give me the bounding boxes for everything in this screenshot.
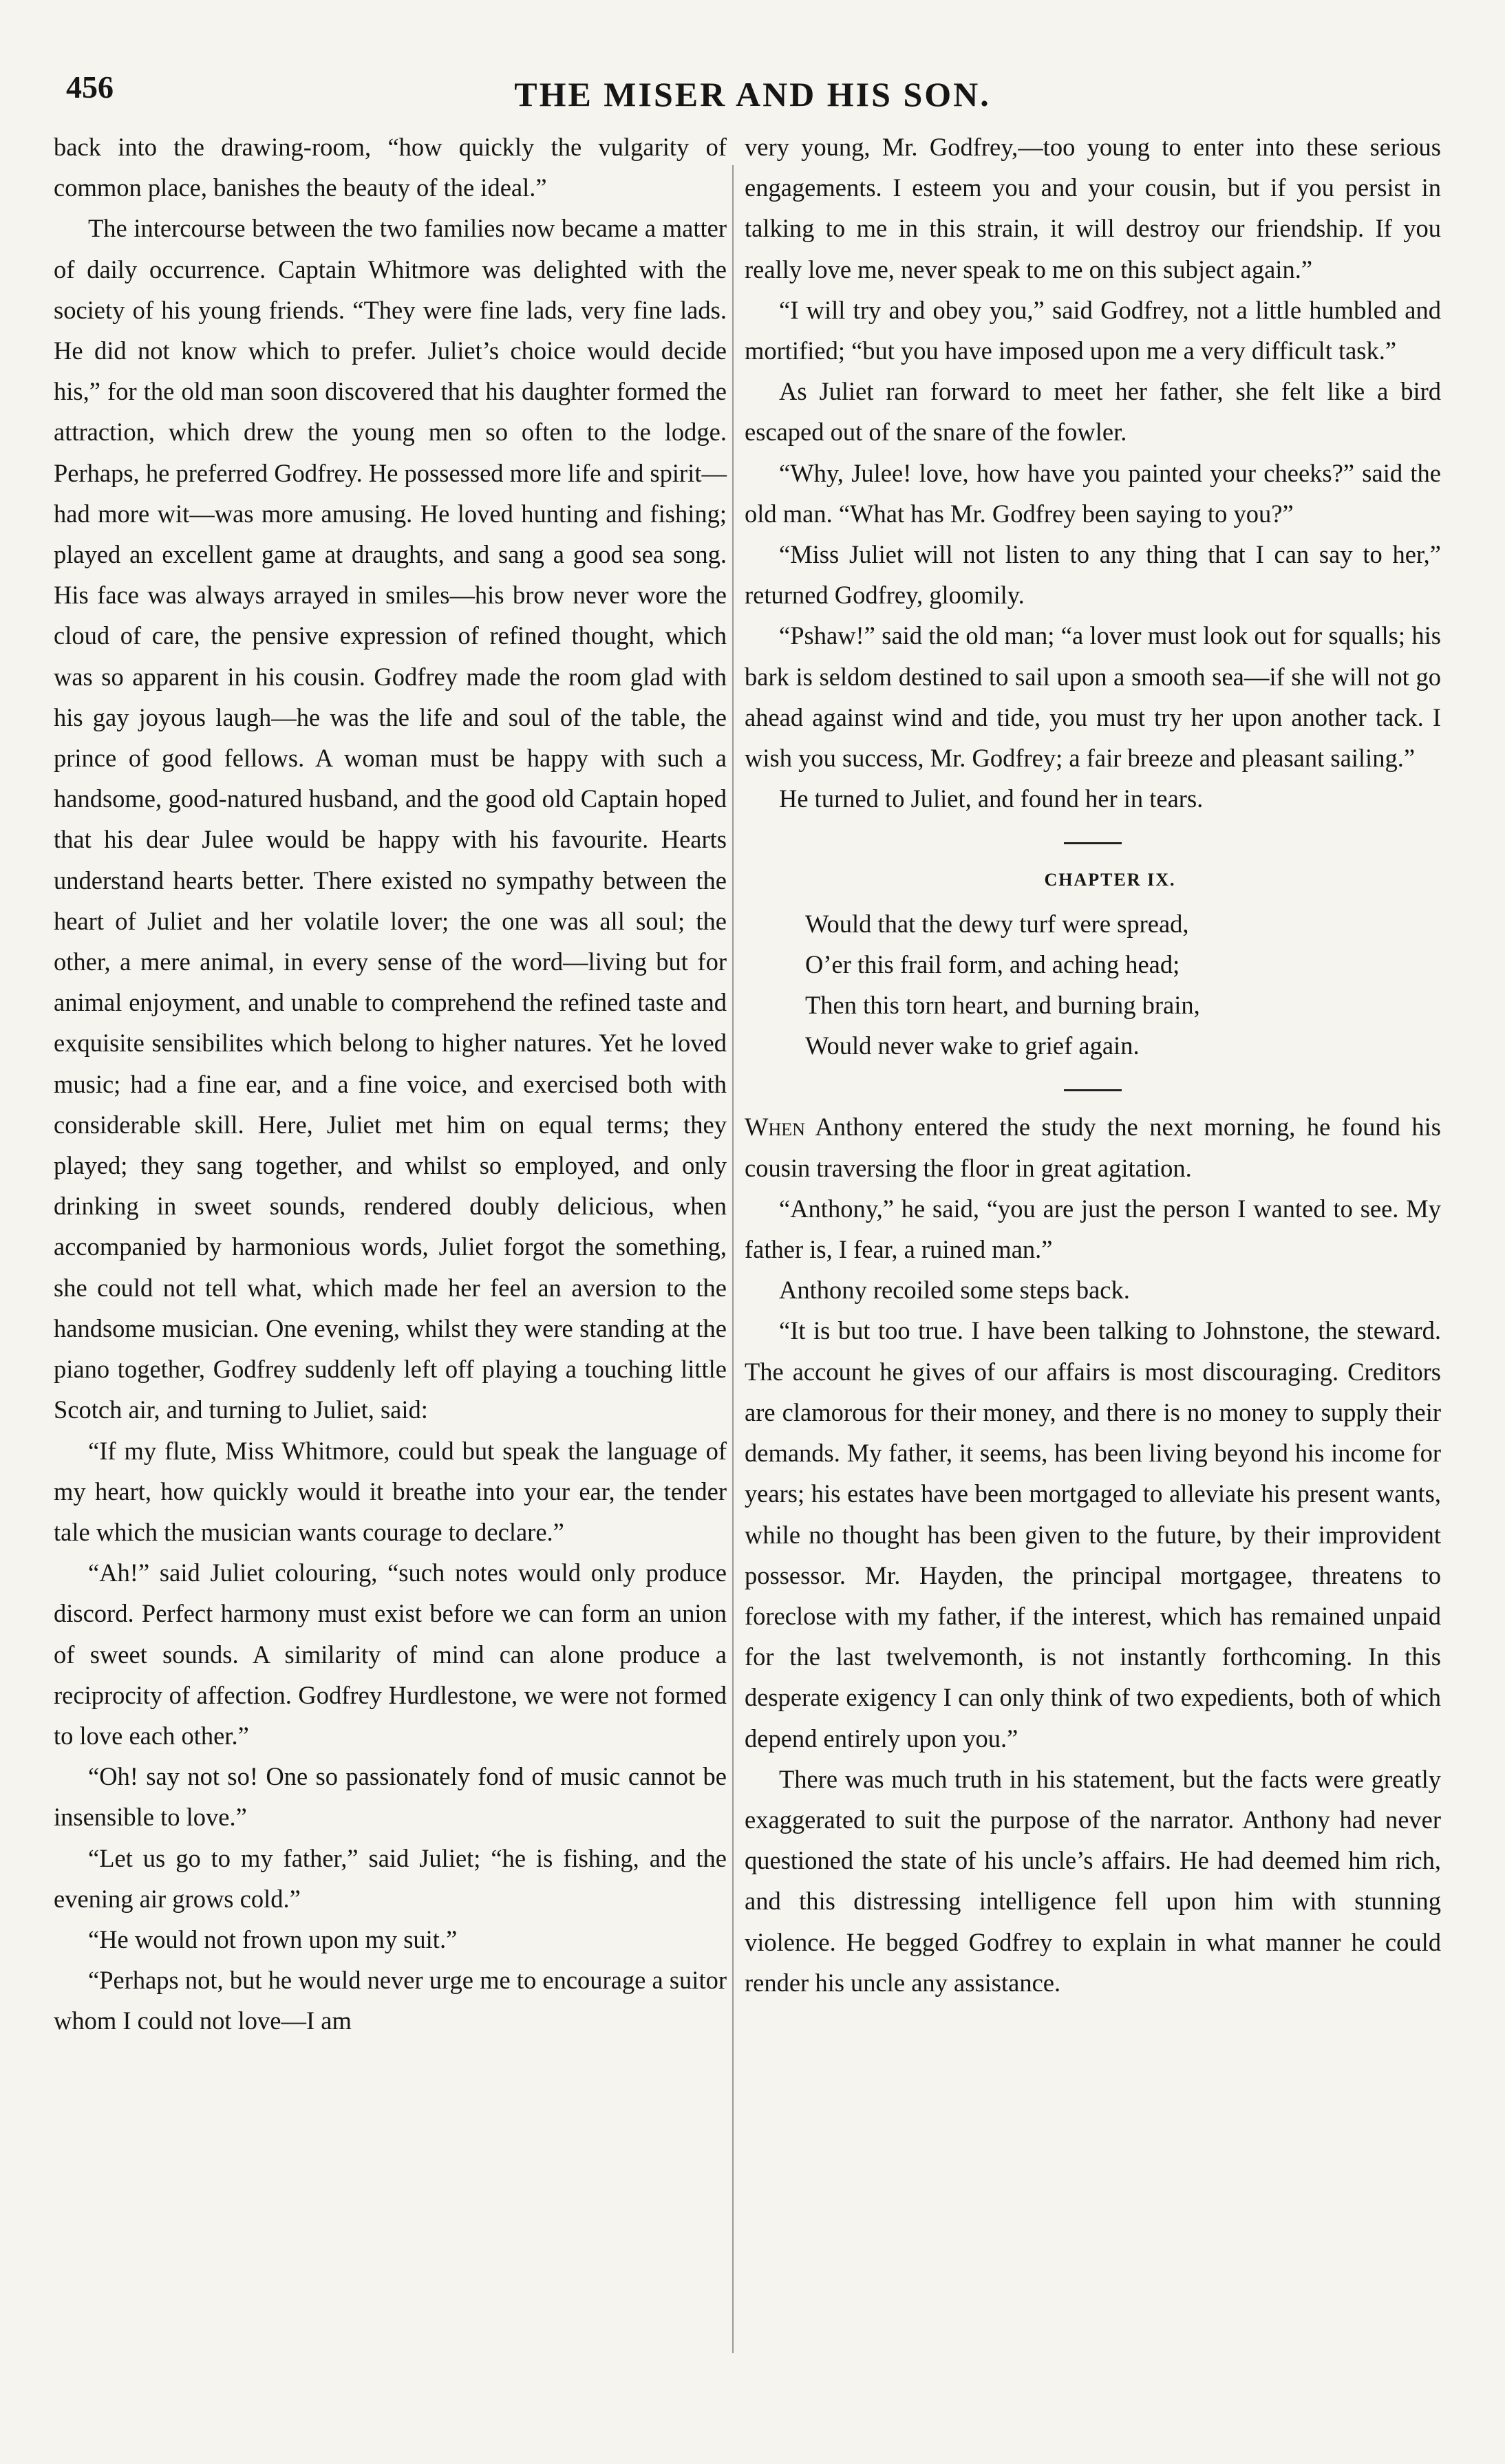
opening-word: When (745, 1113, 805, 1142)
verse-line: Would that the dewy turf were spread, (805, 909, 1189, 938)
paragraph-text: Anthony entered the study the next morning, he found his cousin traversing the floor in great agitation. (745, 1113, 1441, 1182)
running-title: THE MISER AND HIS SON. (514, 75, 991, 114)
paragraph: “Oh! say not so! One so passionately fond of music cannot be insensible to love.” (54, 1762, 727, 1832)
paragraph: He turned to Juliet, and found her in tears. (779, 784, 1204, 813)
paragraph: There was much truth in his statement, but the facts were greatly exaggerated to suit the purpose of the narrator. Anthony had never questioned the state of his uncle’s affairs. He had deemed him rich, and this distressing intelligence fell upon him with stunning violence. He begged Godfrey to explain in what manner he could render his uncle any assistance. (745, 1764, 1441, 1997)
paragraph: “Miss Juliet will not listen to any thing that I can say to her,” returned Godfrey, gloomily. (745, 540, 1441, 610)
paragraph: As Juliet ran forward to meet her father, she felt like a bird escaped out of the snare of the fowler. (745, 377, 1441, 447)
paragraph: “Anthony,” he said, “you are just the person I wanted to see. My father is, I fear, a ruined man.” (745, 1194, 1441, 1264)
section-rule (1064, 842, 1122, 844)
paragraph: “Ah!” said Juliet colouring, “such notes would only produce discord. Perfect harmony must exist before we can form an union of sweet sounds. A similarity of mind can alone produce a reciprocity of affection. Godfrey Hurdlestone, we were not formed to love each other.” (54, 1558, 727, 1750)
paragraph: “He would not frown upon my suit.” (88, 1925, 458, 1953)
chapter-title: CHAPTER IX. (1044, 870, 1176, 890)
chapter-opening-paragraph (745, 1106, 1441, 1188)
left-column (54, 127, 727, 2042)
verse-line: O’er this frail form, and aching head; (805, 950, 1180, 978)
section-rule (1064, 1089, 1122, 1091)
page-number: 456 (66, 69, 114, 105)
verse-line: Then this torn heart, and burning brain, (805, 991, 1200, 1020)
paragraph: “Let us go to my father,” said Juliet; “he is fishing, and the evening air grows cold.” (54, 1843, 727, 1913)
paragraph: Anthony recoiled some steps back. (779, 1276, 1130, 1305)
paragraph: very young, Mr. Godfrey,—too young to enter into these serious engagements. I esteem you and your cousin, but if you persist in talking to me in this strain, it will destroy our friendship. If you really love me, never speak to me on this subject again.” (745, 133, 1441, 283)
verse-line: Would never wake to grief again. (805, 1031, 1140, 1060)
paragraph: “Why, Julee! love, how have you painted your cheeks?” said the old man. “What has Mr. Godfrey been saying to you?” (745, 458, 1441, 528)
paragraph: “Perhaps not, but he would never urge me to encourage a suitor whom I could not love—I am (54, 1966, 727, 2035)
paragraph: back into the drawing-room, “how quickly the vulgarity of common place, banishes the beauty of the ideal.” (54, 133, 727, 202)
column-divider (732, 165, 734, 2353)
epigraph-verse (805, 903, 1441, 1067)
right-column (745, 127, 1441, 2003)
paragraph: “If my flute, Miss Whitmore, could but speak the language of my heart, how quickly would it breathe into your ear, the tender tale which the musician wants courage to declare.” (54, 1436, 727, 1546)
paragraph: “I will try and obey you,” said Godfrey, not a little humbled and mortified; “but you have imposed upon me a very difficult task.” (745, 295, 1441, 365)
paragraph: “Pshaw!” said the old man; “a lover must look out for squalls; his bark is seldom destined to sail upon a smooth sea—if she will not go ahead against wind and tide, you must try her upon another tack. I wish you success, Mr. Godfrey; a fair breeze and pleasant sailing.” (745, 621, 1441, 773)
paragraph: The intercourse between the two families now became a matter of daily occurrence. Captain Whitmore was delighted with the society of his young friends. “They were fine lads, very fine lads. He did not know which to prefer. Juliet’s choice would decide his,” for the old man soon discovered that his daughter formed the attraction, which drew the young men so often to the lodge. Perhaps, he preferred Godfrey. He possessed more life and spirit—had more wit—was more amusing. He loved hunting and fishing; played an excellent game at draughts, and sang a good sea song. His face was always arrayed in smiles—his brow never wore the cloud of care, the pensive expression of refined thought, which was so apparent in his cousin. Godfrey made the room glad with his gay joyous laugh—he was the life and soul of the table, the prince of good fellows. A woman must be happy with such a handsome, good-natured husband, and the good old Captain hoped that his dear Julee would be happy with his favourite. Hearts understand hearts better. There existed no sympathy between the heart of Juliet and her volatile lover; the one was all soul; the other, a mere animal, in every sense of the word—living but for animal enjoyment, and unable to comprehend the refined taste and exquisite sensibilites which belong to higher natures. Yet he loved music; had a fine ear, and a fine voice, and exercised both with considerable skill. Here, Juliet met him on equal terms; they played; they sang together, and whilst so employed, and only drinking in sweet sounds, rendered doubly delicious, when accompanied by harmonious words, Juliet forgot the something, she could not tell what, which made her feel an aversion to the handsome musician. One evening, whilst they were standing at the piano together, Godfrey suddenly left off playing a touching little Scotch air, and turning to Juliet, said: (54, 214, 727, 1424)
paragraph: “It is but too true. I have been talking to Johnstone, the steward. The account he gives of our affairs is most discouraging. Creditors are clamorous for their money, and there is no money to supply their demands. My father, it seems, has been living beyond his income for years; his estates have been mortgaged to alleviate his present wants, while no thought has been given to the future, by their improvident possessor. Mr. Hayden, the principal mortgagee, threatens to foreclose with my father, if the interest, which has remained unpaid for the last twelvemonth, is not instantly forthcoming. In this desperate exigency I can only think of two expedients, both of which depend entirely upon you.” (745, 1316, 1441, 1753)
